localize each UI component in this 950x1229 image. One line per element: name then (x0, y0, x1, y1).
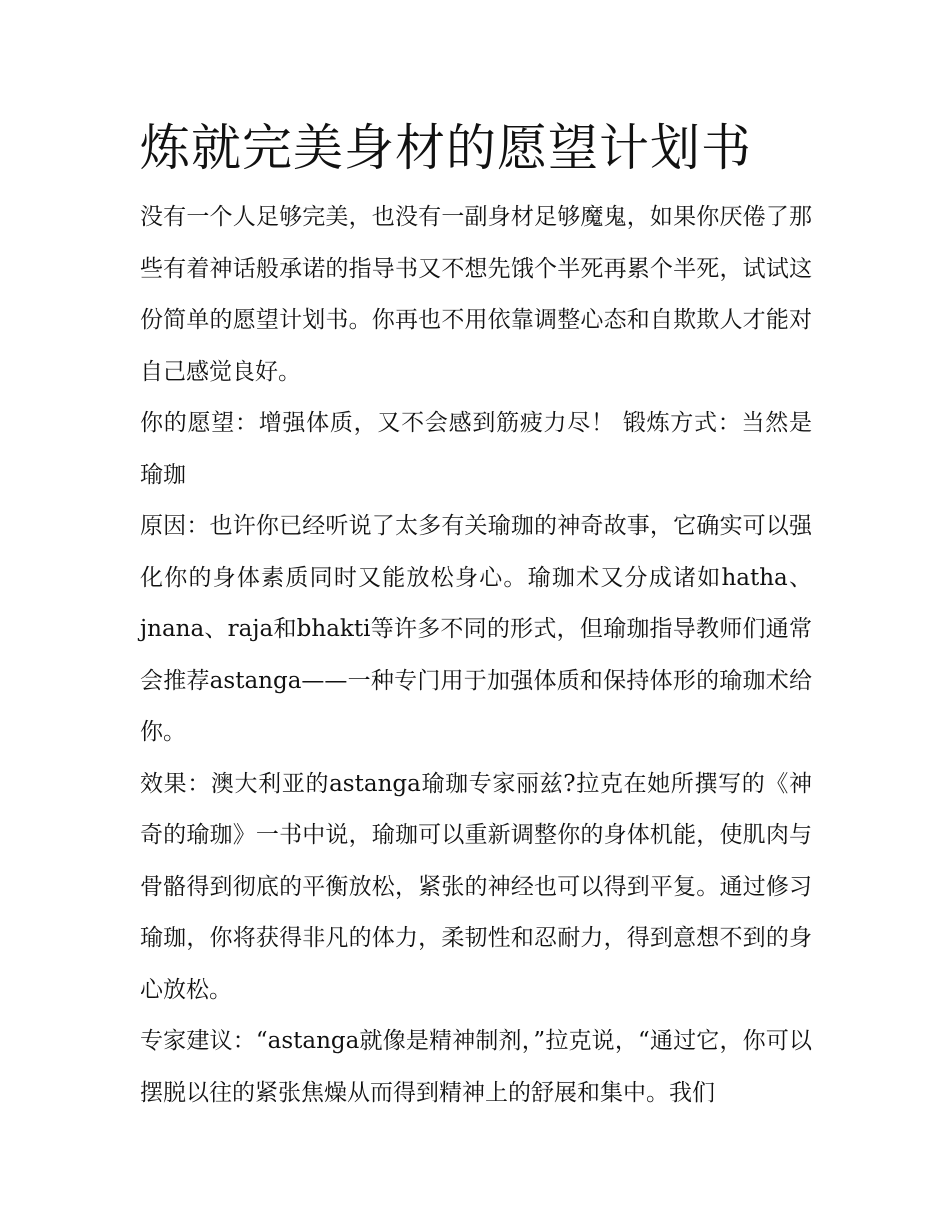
paragraph-effect: 效果：澳大利亚的astanga瑜珈专家丽兹?拉克在她所撰写的《神奇的瑜珈》一书中说，瑜珈可以重新调整你的身体机能，使肌肉与骨骼得到彻底的平衡放松，紧张的神经也可以得到平复。通过修习瑜珈，你将获得非凡的体力，柔韧性和忍耐力，得到意想不到的身心放松。 (140, 770, 812, 1003)
paragraph-intro: 没有一个人足够完美，也没有一副身材足够魔鬼，如果你厌倦了那些有着神话般承诺的指导书又不想先饿个半死再累个半死，试试这份简单的愿望计划书。你再也不用依靠调整心态和自欺欺人才能对自己感觉良好。 (140, 204, 812, 385)
paragraph-expert-advice: 专家建议：“astanga就像是精神制剂，”拉克说，“通过它，你可以摆脱以往的紧张焦燥从而得到精神上的舒展和集中。我们 (140, 1028, 812, 1106)
paragraph-reason: 原因：也许你已经听说了太多有关瑜珈的神奇故事，它确实可以强化你的身体素质同时又能放松身心。瑜珈术又分成诸如hatha、jnana、raja和bhakti等许多不同的形式，但瑜珈指导教师们通常会推荐astanga——一种专门用于加强体质和保持体形的瑜珈术给你。 (140, 513, 812, 745)
document-title: 炼就完美身材的愿望计划书 (140, 119, 752, 177)
paragraph-wish: 你的愿望：增强体质，又不会感到筋疲力尽！ 锻炼方式：当然是瑜珈 (140, 410, 812, 488)
document-page (140, 112, 812, 1119)
